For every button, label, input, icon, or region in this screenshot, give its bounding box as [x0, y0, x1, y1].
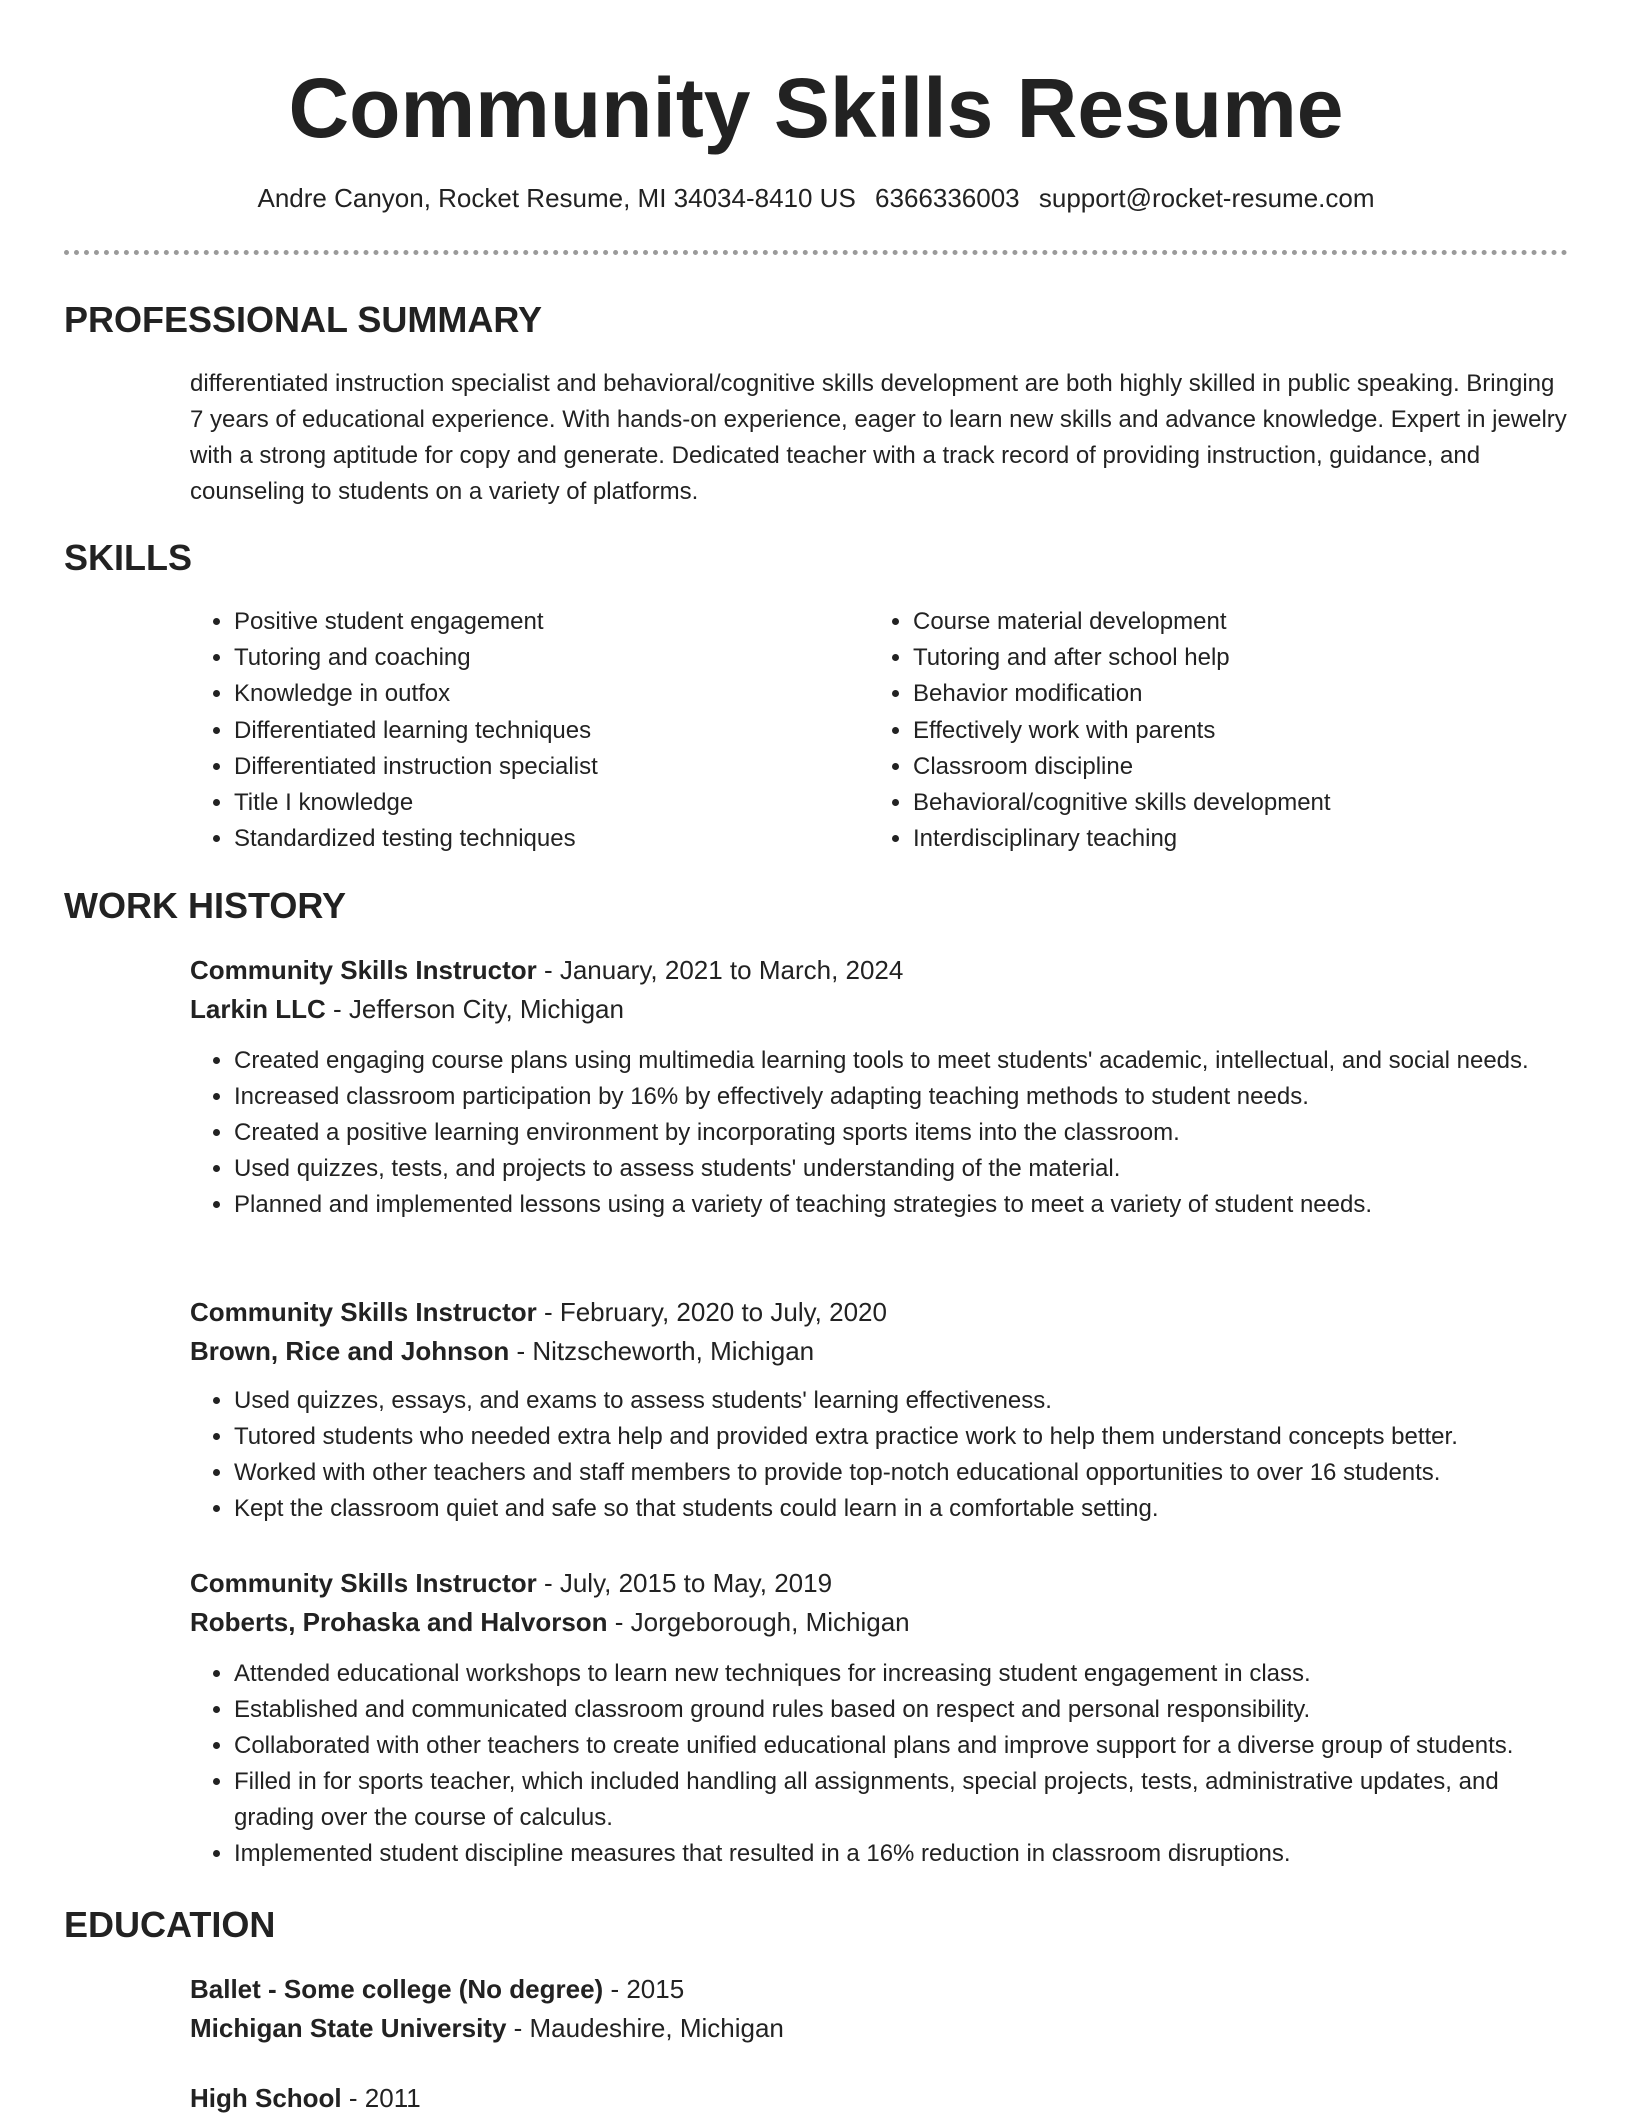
job-company: Brown, Rice and Johnson	[190, 1336, 510, 1366]
education-heading: EDUCATION	[64, 1904, 276, 1945]
skill-item: • Differentiated instruction specialist	[234, 749, 598, 785]
education-entry	[190, 2079, 1570, 2118]
education-degree: Ballet - Some college (No degree)	[190, 1974, 604, 2004]
skill-item: • Differentiated learning techniques	[234, 713, 598, 749]
skill-item: • Tutoring and after school help	[913, 640, 1331, 676]
job-location: - Nitzscheworth, Michigan	[509, 1336, 815, 1366]
education-degree-line	[190, 1970, 1570, 2009]
job-bullet: • Attended educational workshops to learn new techniques for increasing student engagement in class.	[234, 1656, 1570, 1692]
skill-item: • Behavioral/cognitive skills development	[913, 785, 1331, 821]
job-company: Larkin LLC	[190, 994, 326, 1024]
job-company-line	[190, 990, 1570, 1029]
job-bullet: • Increased classroom participation by 16% by effectively adapting teaching methods to student needs.	[234, 1079, 1570, 1115]
contact-phone: 6366336003	[875, 183, 1020, 213]
job-bullet: • Collaborated with other teachers to create unified educational plans and improve support for a diverse group of students.	[234, 1728, 1570, 1764]
education-year: - 2015	[603, 1974, 685, 2004]
contact-email: support@rocket-resume.com	[1038, 183, 1375, 213]
skill-item: • Behavior modification	[913, 676, 1331, 712]
job-company-line	[190, 1332, 1570, 1371]
skill-item: • Course material development	[913, 604, 1331, 640]
skill-item: • Title I knowledge	[234, 785, 598, 821]
education-school-line	[190, 2009, 1570, 2048]
skill-item: • Standardized testing techniques	[234, 821, 598, 857]
job-bullets	[190, 1656, 1570, 1872]
resume-title: Community Skills Resume	[288, 61, 1344, 155]
summary-heading: PROFESSIONAL SUMMARY	[64, 299, 543, 340]
job-bullets	[190, 1383, 1570, 1527]
skill-item: • Interdisciplinary teaching	[913, 821, 1331, 857]
job-dates: - January, 2021 to March, 2024	[536, 955, 904, 985]
job-bullet: • Kept the classroom quiet and safe so that students could learn in a comfortable setting.	[234, 1491, 1570, 1527]
job-entry	[190, 1293, 1570, 1527]
job-bullets	[190, 1043, 1570, 1223]
skills-list-left	[190, 604, 598, 857]
job-bullet: • Created engaging course plans using multimedia learning tools to meet students' academic, intellectual, and social needs.	[234, 1043, 1570, 1079]
skill-item: • Positive student engagement	[234, 604, 598, 640]
job-bullet: • Worked with other teachers and staff members to provide top-notch educational opportunities to over 16 students.	[234, 1455, 1570, 1491]
job-title: Community Skills Instructor	[190, 955, 537, 985]
job-bullet: • Used quizzes, tests, and projects to assess students' understanding of the material.	[234, 1151, 1570, 1187]
job-location: - Jorgeborough, Michigan	[607, 1607, 910, 1637]
job-entry	[190, 951, 1570, 1223]
job-title-line	[190, 1564, 1570, 1603]
job-dates: - February, 2020 to July, 2020	[536, 1297, 887, 1327]
job-bullet: • Used quizzes, essays, and exams to assess students' learning effectiveness.	[234, 1383, 1570, 1419]
education-degree: High School	[190, 2083, 342, 2113]
job-title-line	[190, 951, 1570, 990]
education-year: - 2011	[341, 2083, 421, 2113]
job-bullet: • Filled in for sports teacher, which included handling all assignments, special projects, tests, administrative updates, and grading over the course of calculus.	[234, 1764, 1570, 1836]
contact-address: Andre Canyon, Rocket Resume, MI 34034-8410 US	[257, 183, 856, 213]
skills-list-right	[869, 604, 1331, 857]
skill-item: • Tutoring and coaching	[234, 640, 598, 676]
job-location: - Jefferson City, Michigan	[325, 994, 624, 1024]
skills-heading: SKILLS	[64, 537, 193, 578]
job-company: Roberts, Prohaska and Halvorson	[190, 1607, 608, 1637]
contact-line	[0, 178, 1632, 218]
job-bullet: • Created a positive learning environment by incorporating sports items into the classroom.	[234, 1115, 1570, 1151]
header-divider	[64, 250, 1568, 255]
education-degree-line	[190, 2079, 1570, 2118]
job-title-line	[190, 1293, 1570, 1332]
skill-item: • Knowledge in outfox	[234, 676, 598, 712]
skill-item: • Effectively work with parents	[913, 713, 1331, 749]
job-bullet: • Established and communicated classroom ground rules based on respect and personal responsibility.	[234, 1692, 1570, 1728]
job-bullet: • Implemented student discipline measures that resulted in a 16% reduction in classroom disruptions.	[234, 1836, 1570, 1872]
work-heading: WORK HISTORY	[64, 885, 347, 926]
summary-text: differentiated instruction specialist and behavioral/cognitive skills development are both highly skilled in public speaking. Bringing 7 years of educational experience. With hands-on experience, eager to learn new skills and advance knowledge. Expert in jewelry with a strong aptitude for copy and generate. Dedicated teacher with a track record of providing instruction, guidance, and counseling to students on a variety of platforms.	[190, 370, 1567, 505]
education-school: Michigan State University	[190, 2013, 507, 2043]
job-title: Community Skills Instructor	[190, 1297, 537, 1327]
job-title: Community Skills Instructor	[190, 1568, 537, 1598]
job-bullet: • Tutored students who needed extra help and provided extra practice work to help them understand concepts better.	[234, 1419, 1570, 1455]
education-location: - Maudeshire, Michigan	[506, 2013, 784, 2043]
skill-item: • Classroom discipline	[913, 749, 1331, 785]
education-entry	[190, 1970, 1570, 2048]
job-dates: - July, 2015 to May, 2019	[536, 1568, 833, 1598]
job-entry	[190, 1564, 1570, 1872]
job-bullet: • Planned and implemented lessons using a variety of teaching strategies to meet a variety of student needs.	[234, 1187, 1570, 1223]
job-company-line	[190, 1603, 1570, 1642]
